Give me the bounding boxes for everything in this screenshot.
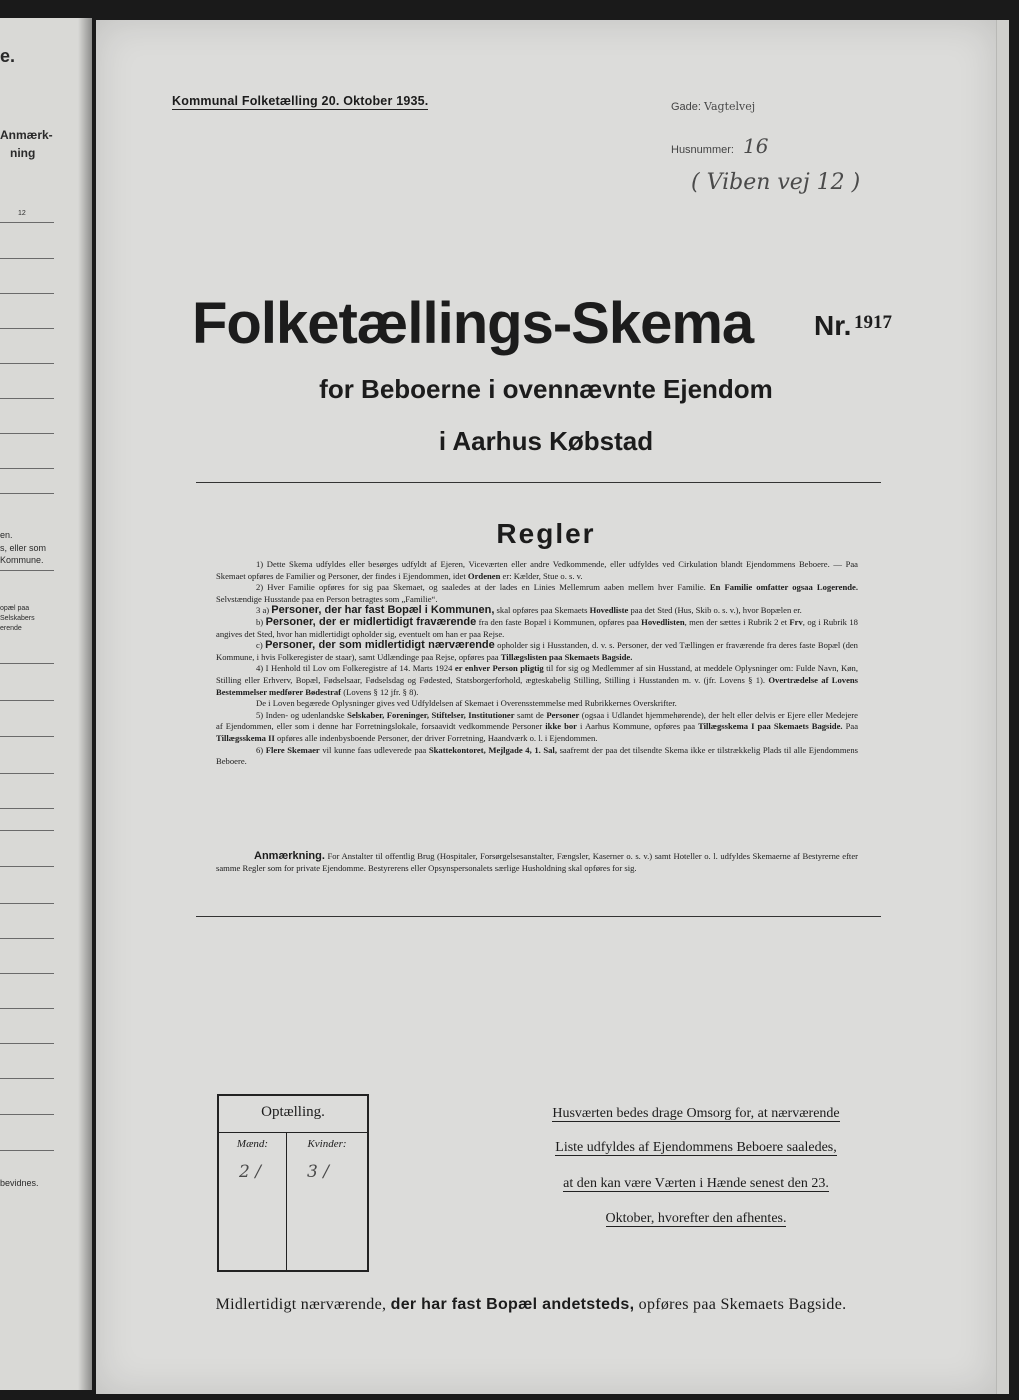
rule-text: Paa — [845, 721, 859, 732]
rule-text: 3 a) — [256, 605, 270, 616]
footer-instruction — [96, 1296, 966, 1314]
gade-label: Gade: — [671, 101, 701, 113]
rule-text: , men der sættes i Rubrik 2 et — [684, 616, 788, 627]
page-edge — [996, 20, 1009, 1394]
left-page-column-head: Anmærk- — [0, 128, 53, 142]
rule-text: skal opføres paa Skemaets — [496, 605, 588, 616]
rule-text: 4) I Henhold til Lov om Folkeregistre af 14. Marts 1924 — [256, 663, 453, 674]
rule-text: er: Kælder, Stue o. s. v. — [502, 570, 583, 581]
left-page-fragment: erende — [0, 625, 22, 632]
rule-3c — [216, 640, 858, 663]
landlord-note-line — [496, 1176, 896, 1192]
gade-value: Vagtelvej — [704, 100, 756, 113]
rule-text: Selvstændige Husstande paa en Person betragtes som „Familie“. — [216, 593, 438, 604]
handwritten-address-note: ( Viben vej 12 ) — [691, 170, 861, 195]
divider-line — [196, 916, 881, 917]
left-page-rule — [0, 736, 54, 737]
rule-4b — [216, 698, 858, 710]
rule-emphasis: Tillægslisten paa Skemaets Bagside. — [500, 651, 633, 662]
rule-5 — [216, 710, 858, 745]
left-page-rule — [0, 493, 54, 494]
left-page-rule — [0, 570, 54, 571]
rule-text: , og i Rubrik 18 angives det Sted, hvor han midlertidigt opholder sig, eventuelt om han er paa Rejse. — [216, 616, 858, 639]
maend-label: Mænd: — [236, 1138, 269, 1150]
form-subtitle: for Beboerne i ovennævnte Ejendom — [319, 374, 773, 404]
rule-text: 2) Hver Familie opføres for sig paa Skemaet, og saaledes at der lades en Linies Mellemrum aaben mellem hver Familie. — [256, 582, 706, 593]
rule-3b — [216, 617, 858, 640]
left-page-rule — [0, 866, 54, 867]
divider-line — [196, 482, 881, 483]
census-form-page — [96, 20, 996, 1394]
left-page-rule — [0, 222, 54, 223]
left-page-rule — [0, 808, 54, 809]
gade-field — [671, 100, 755, 113]
rule-text: c) — [256, 640, 263, 651]
maend-count: 2 / — [239, 1162, 261, 1182]
left-page-rule — [0, 773, 54, 774]
rule-text: b) — [256, 616, 264, 627]
form-number-label: Nr. — [814, 310, 852, 341]
rule-text: 1) Dette Skema udfyldes eller besørges udfyldt af Ejeren, Viceværten eller andre Vedkommende, eller udfyldes ved Cirkulation blandt Ejendommens Beboere. — Paa Skemaet opføres de Familier og Personer, der findes i Ejendommen, idet — [216, 559, 858, 581]
left-page-rule — [0, 1078, 54, 1079]
left-page-rule — [0, 363, 54, 364]
rule-4 — [216, 663, 858, 698]
form-number-value: 1917 — [854, 312, 892, 333]
page-gutter-shadow — [78, 18, 92, 1390]
rule-text: samt de — [517, 709, 544, 720]
left-page-fragment: Selskabers — [0, 615, 35, 622]
left-page-rule — [0, 663, 54, 664]
form-title: Folketællings-Skema — [192, 291, 754, 356]
left-page-rule — [0, 328, 54, 329]
rule-text: saafremt der paa det tilsendte Skema ikke er tilstrækkelig Plads til alle Ejendommens Beboere. — [216, 744, 858, 767]
kvinder-label: Kvinder: — [307, 1138, 347, 1150]
left-page-rule — [0, 700, 54, 701]
rule-text: opføres alle indenbysboende Personer, der driver Forretning, Haandværk o. l. i Ejendommen. — [276, 732, 598, 743]
rule-heading: Personer, der har fast Bopæl i Kommunen, — [271, 604, 495, 617]
left-page-rule — [0, 433, 54, 434]
left-page-fragment: opæl paa — [0, 605, 30, 612]
form-subtitle-city: i Aarhus Købstad — [438, 426, 654, 456]
rule-emphasis: Selskaber, Foreninger, Stiftelser, Institutioner — [347, 709, 515, 720]
previous-page-strip — [0, 18, 92, 1390]
landlord-note-line — [496, 1140, 896, 1156]
rule-emphasis: er enhver Person pligtig — [454, 663, 544, 674]
landlord-note-line — [496, 1106, 896, 1122]
optaelling-tally-box — [217, 1094, 369, 1272]
rule-emphasis: Overtrædelse af Lovens Bestemmelser medfører Bødestraf — [216, 674, 859, 697]
left-page-rule — [0, 1008, 54, 1009]
left-page-fragment: s, eller som — [0, 543, 47, 553]
left-page-rule — [0, 468, 54, 469]
left-page-column-number: 12 — [18, 210, 26, 217]
rule-text: til for sig og Medlemmer af sin Husstand, at meddele Oplysninger om: Fulde Navn, Køn, Stilling eller Erhverv, Bopæl, Fødselsaar, Fødselsdag og Fødested, Statsborgerforhold, ægteskabelig Stilling, Stilling i Husstanden m. v. (jfr. Lovens § 1). — [216, 663, 858, 685]
left-page-fragment: Kommune. — [0, 555, 44, 565]
left-page-rule — [0, 293, 54, 294]
rule-emphasis: Tillægsskema I paa Skemaets Bagside. — [698, 721, 843, 732]
rule-2 — [216, 582, 858, 605]
tally-box-rule — [219, 1132, 367, 1133]
rule-text: 5) Inden- og udenlandske — [256, 709, 345, 720]
rule-text: (ogsaa i Udlandet hjemmehørende), der helt eller delvis er Ejere eller Medejere af Ejendommen, eller som i denne har Forretningslokale, forsaavidt vedkommende Personer — [216, 709, 858, 732]
left-page-rule — [0, 830, 54, 831]
rule-emphasis: En Familie omfatter ogsaa Logerende. — [709, 582, 858, 593]
landlord-note-text: Husværten bedes drage Omsorg for, at nærværende — [552, 1106, 840, 1121]
husnummer-field — [671, 134, 768, 158]
landlord-note-line — [496, 1211, 896, 1227]
rule-emphasis: ikke bor — [545, 721, 577, 732]
rule-emphasis: Frv — [789, 616, 803, 627]
left-page-rule — [0, 973, 54, 974]
rule-1 — [216, 559, 858, 582]
footer-emphasis: der har fast Bopæl andetsteds, — [390, 1296, 635, 1313]
rule-text: vil kunne faas udleverede paa — [322, 744, 427, 755]
left-page-rule — [0, 938, 54, 939]
left-page-fragment: e. — [0, 46, 16, 66]
rule-emphasis: Hovedlisten — [641, 616, 685, 627]
left-page-fragment: bevidnes. — [0, 1178, 39, 1188]
landlord-note-text: at den kan være Værten i Hænde senest den 23. — [563, 1176, 829, 1191]
anmaerkning-note — [216, 850, 858, 874]
rule-text: 6) — [256, 744, 264, 755]
rule-heading: Personer, der som midlertidigt nærværende — [265, 639, 495, 652]
rule-emphasis: Tillægsskema II — [216, 732, 275, 743]
rule-text: paa det Sted (Hus, Skib o. s. v.), hvor Bopælen er. — [630, 605, 802, 616]
left-page-rule — [0, 258, 54, 259]
husnummer-value: 16 — [743, 134, 769, 158]
footer-text: Midlertidigt nærværende, — [215, 1296, 387, 1313]
left-page-rule — [0, 903, 54, 904]
left-page-fragment: en. — [0, 530, 13, 540]
left-page-rule — [0, 1114, 54, 1115]
optaelling-title: Optælling. — [261, 1104, 325, 1120]
rule-emphasis: Ordenen — [467, 570, 501, 581]
anmaerkning-label: Anmærkning. — [254, 850, 325, 862]
landlord-note-text: Liste udfyldes af Ejendommens Beboere saaledes, — [555, 1140, 837, 1155]
left-page-column-head: ning — [10, 146, 36, 160]
regler-heading: Regler — [496, 518, 596, 549]
left-page-rule — [0, 1043, 54, 1044]
left-page-rule — [0, 1150, 54, 1151]
rule-emphasis: Personer — [546, 709, 580, 720]
rule-heading: Personer, der er midlertidigt fraværende — [265, 615, 477, 628]
anmaerkning-text: For Anstalter til offentlig Brug (Hospitaler, Forsørgelsesanstalter, Fængsler, Kaserner o. s. v.) samt Hoteller o. l. udfyldes Skemaerne af Bestyrerne efter samme Regler som for private Ejendomme. Bestyrerens eller Opsynspersonalets særlige Husholdning skal opføres for sig. — [216, 851, 858, 873]
rule-emphasis: Skattekontoret, Mejlgade 4, 1. Sal, — [428, 744, 557, 755]
rule-text: De i Loven begærede Oplysninger gives ved Udfyldelsen af Skemaet i Overensstemmelse med Rubrikkernes Overskrifter. — [256, 698, 677, 709]
rule-6 — [216, 745, 858, 768]
rule-text: i Aarhus Kommune, opføres paa — [580, 721, 696, 732]
landlord-note-text: Oktober, hvorefter den afhentes. — [605, 1211, 787, 1226]
husnummer-label: Husnummer: — [671, 144, 734, 156]
kvinder-count: 3 / — [307, 1162, 329, 1182]
census-header-line: Kommunal Folketælling 20. Oktober 1935. — [172, 94, 429, 108]
tally-box-divider — [286, 1132, 287, 1270]
rule-text: (Lovens § 12 jfr. § 8). — [343, 686, 419, 697]
rule-text: opholder sig i Husstanden, d. v. s. Personer, der ved Tællingen er fraværende fra deres faste Bopæl (den Kommune, i hvis Folkeregister de staar), samt Udlændinge paa Rejse, opføres paa — [216, 640, 858, 662]
rule-emphasis: Hovedliste — [589, 605, 629, 616]
regler-text — [216, 559, 858, 768]
rule-emphasis: Flere Skemaer — [265, 744, 320, 755]
left-page-rule — [0, 398, 54, 399]
rule-text: fra den faste Bopæl i Kommunen, opføres paa — [478, 616, 639, 627]
footer-text: opføres paa Skemaets Bagside. — [638, 1296, 847, 1313]
